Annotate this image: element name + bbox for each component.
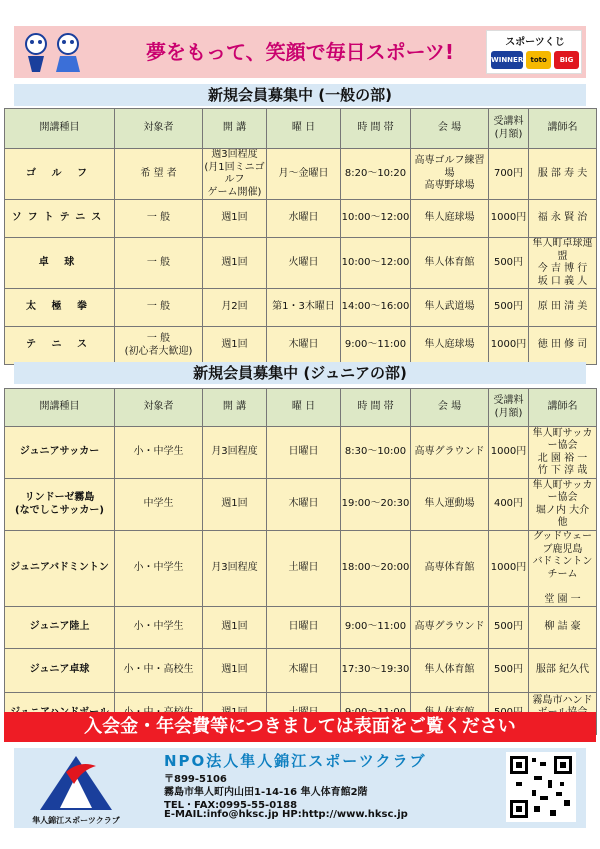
slogan: 夢をもって、笑顔で毎日スポーツ! [146, 40, 454, 64]
column-header: 対象者 [115, 109, 203, 149]
table-cell: 日曜日 [267, 607, 341, 649]
address: 霧島市隼人町内山田1-14-16 隼人体育館2階 [164, 787, 368, 798]
course-name: ゴ ル フ [5, 149, 115, 200]
table-cell: 500円 [489, 289, 529, 327]
table-row [5, 149, 597, 200]
table-cell: 500円 [489, 649, 529, 693]
table-cell: 隼人運動場 [411, 479, 489, 531]
qr-code-icon[interactable] [506, 752, 576, 822]
table-cell: 週1回 [203, 607, 267, 649]
table-cell: 700円 [489, 149, 529, 200]
table-row [5, 427, 597, 479]
course-name: 太 極 拳 [5, 289, 115, 327]
table-cell: 月～金曜日 [267, 149, 341, 200]
course-name: ジュニアサッカー [5, 427, 115, 479]
table-cell: 木曜日 [267, 649, 341, 693]
header-banner [14, 26, 586, 78]
table-cell: 週1回 [203, 238, 267, 289]
organization-name: NPO法人隼人錦江スポーツクラブ [164, 752, 427, 770]
table-cell: 週1回 [203, 327, 267, 365]
table-cell: 1000円 [489, 327, 529, 365]
table-cell: 週1回 [203, 200, 267, 238]
table-cell: 木曜日 [267, 479, 341, 531]
table-cell: 隼人武道場 [411, 289, 489, 327]
course-name: ジュニア陸上 [5, 607, 115, 649]
table-cell: 服 部 寿 夫 [529, 149, 597, 200]
general-schedule-table [4, 108, 597, 365]
club-logo-label: 隼人錦江スポーツクラブ [32, 816, 120, 825]
course-name: ジュニアバドミントン [5, 531, 115, 607]
phone-fax: TEL・FAX:0995-55-0188 [164, 800, 298, 811]
club-logo [20, 750, 132, 826]
table-cell: 中学生 [115, 479, 203, 531]
table-row [5, 479, 597, 531]
notice-banner: 入会金・年会費等につきましては表面をご覧ください [4, 712, 596, 742]
club-emblem-icon [20, 750, 132, 812]
table-cell: 一 般 [115, 200, 203, 238]
table-cell: 400円 [489, 479, 529, 531]
column-header: 対象者 [115, 389, 203, 427]
column-header: 時 間 帯 [341, 389, 411, 427]
course-name: テ ニ ス [5, 327, 115, 365]
column-header: 会 場 [411, 109, 489, 149]
table-cell: 福 永 賢 治 [529, 200, 597, 238]
table-cell: 小・中学生 [115, 427, 203, 479]
junior-schedule-table [4, 388, 597, 735]
brand-name: スポーツくじ [505, 37, 565, 48]
table-cell: 木曜日 [267, 327, 341, 365]
table-cell: 月2回 [203, 289, 267, 327]
footer [14, 748, 586, 828]
table-cell: 8:20～10:20 [341, 149, 411, 200]
table-cell: 一 般 [115, 238, 203, 289]
table-cell: 第1・3木曜日 [267, 289, 341, 327]
table-cell: 8:30～10:00 [341, 427, 411, 479]
table-cell: 14:00～16:00 [341, 289, 411, 327]
table-cell: 週1回 [203, 649, 267, 693]
table-cell: 土曜日 [267, 531, 341, 607]
course-name: ジュニア卓球 [5, 649, 115, 693]
course-name: ソフトテニス [5, 200, 115, 238]
table-cell: 500円 [489, 238, 529, 289]
column-header: 講師名 [529, 389, 597, 427]
table-cell: 1000円 [489, 200, 529, 238]
table-row [5, 200, 597, 238]
course-name: リンドーゼ霧島 (なでしこサッカー) [5, 479, 115, 531]
table-row [5, 238, 597, 289]
table-row [5, 607, 597, 649]
table-cell: 小・中学生 [115, 531, 203, 607]
column-header: 開講種目 [5, 109, 115, 149]
table-cell: 小・中学生 [115, 607, 203, 649]
table-cell: 柳 詰 豪 [529, 607, 597, 649]
table-cell: 服部 紀久代 [529, 649, 597, 693]
junior-section-title: 新規会員募集中 (ジュニアの部) [14, 362, 586, 384]
mascot-icon [18, 30, 90, 74]
column-header: 曜 日 [267, 109, 341, 149]
column-header: 曜 日 [267, 389, 341, 427]
table-cell: 小・中・高校生 [115, 649, 203, 693]
table-cell: 高専ゴルフ練習場 高専野球場 [411, 149, 489, 200]
table-cell: 希 望 者 [115, 149, 203, 200]
table-cell: 原 田 清 美 [529, 289, 597, 327]
table-cell: 月3回程度 [203, 531, 267, 607]
table-cell: 19:00～20:30 [341, 479, 411, 531]
table-cell: 隼人町サッカー協会 北 園 裕 一 竹 下 淳 哉 [529, 427, 597, 479]
table-cell: 一 般 [115, 289, 203, 327]
table-cell: 17:30～19:30 [341, 649, 411, 693]
table-cell: 10:00～12:00 [341, 200, 411, 238]
table-cell: 18:00～20:00 [341, 531, 411, 607]
column-header: 会 場 [411, 389, 489, 427]
table-cell: 隼人庭球場 [411, 200, 489, 238]
table-cell: 一 般 (初心者大歓迎) [115, 327, 203, 365]
table-cell: 高専体育館 [411, 531, 489, 607]
table-cell: 隼人体育館 [411, 238, 489, 289]
table-cell: 1000円 [489, 427, 529, 479]
column-header: 講師名 [529, 109, 597, 149]
column-header: 時 間 帯 [341, 109, 411, 149]
table-row [5, 531, 597, 607]
table-cell: グッドウェーブ鹿児島 バドミントンチーム 堂 園 一 [529, 531, 597, 607]
toto-logo: toto [526, 51, 551, 69]
table-header-row [5, 109, 597, 149]
column-header: 開 講 [203, 109, 267, 149]
table-cell: 週1回 [203, 479, 267, 531]
table-row [5, 649, 597, 693]
big-logo: BIG [554, 51, 579, 69]
column-header: 開講種目 [5, 389, 115, 427]
table-cell: 隼人庭球場 [411, 327, 489, 365]
table-cell: 徳 田 修 司 [529, 327, 597, 365]
table-row [5, 289, 597, 327]
table-cell: 9:00～11:00 [341, 327, 411, 365]
course-name: 卓 球 [5, 238, 115, 289]
table-cell: 水曜日 [267, 200, 341, 238]
table-row [5, 327, 597, 365]
table-cell: 500円 [489, 607, 529, 649]
email-homepage[interactable]: E-MAIL:info@hksc.jp HP:http://www.hksc.jp [164, 809, 408, 820]
table-cell: 火曜日 [267, 238, 341, 289]
table-cell: 霧島市ハンド [529, 693, 597, 735]
sports-lottery-logo [486, 30, 582, 74]
table-cell: 週3回程度 (月1回ミニゴルフ ゲーム開催) [204, 149, 265, 198]
column-header: 開 講 [203, 389, 267, 427]
table-cell: 10:00～12:00 [341, 238, 411, 289]
table-cell: 月3回程度 [203, 427, 267, 479]
table-cell: 1000円 [489, 531, 529, 607]
table-cell: 日曜日 [267, 427, 341, 479]
table-cell: 高専グラウンド [411, 607, 489, 649]
winner-logo: WINNER [491, 51, 523, 69]
general-section-title: 新規会員募集中 (一般の部) [14, 84, 586, 106]
table-cell: 9:00～11:00 [341, 607, 411, 649]
table-cell: 隼人町卓球連盟 今 吉 博 行 坂 口 義 人 [529, 238, 597, 289]
column-header: 受講料 (月額) [489, 109, 529, 149]
column-header: 受講料 (月額) [489, 389, 529, 427]
postal-code: 〒899-5106 [164, 774, 227, 785]
table-cell: 隼人町サッカー協会 堀ノ内 大介 他 [529, 479, 597, 531]
table-cell: 高専グラウンド [411, 427, 489, 479]
table-cell: 隼人体育館 [411, 649, 489, 693]
table-header-row [5, 389, 597, 427]
